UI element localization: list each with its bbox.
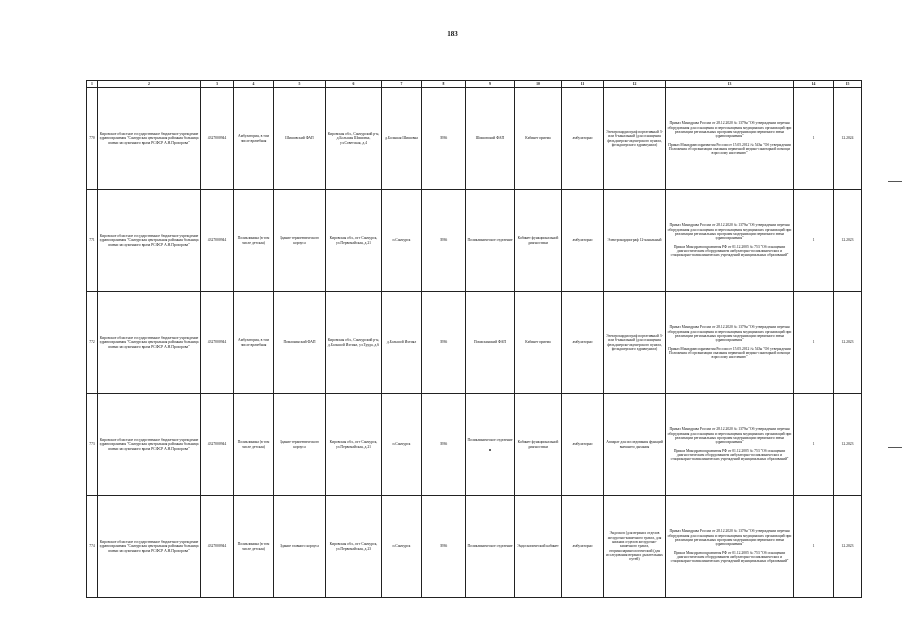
division-type-text: Поликлиника (в том числе детская)	[237, 236, 270, 245]
equipment-name-text: Электрокардиограф 12-канальный	[607, 238, 662, 243]
inn-cell-text: 4327000944	[207, 544, 227, 549]
division-type-text: Амбулатория, в том числе врачебная	[238, 134, 269, 143]
department-cell-text: Поликлиническое отделение	[467, 438, 513, 443]
regulation-paragraph: Приказ Минздрава России от 28.12.2020 № 1379н "Об утверждении перечня оборудования для оснащения и переоснащения медицинских организаций при реализации региональных программ модернизации первичного звена здравоохранения"	[667, 325, 792, 343]
address-cell-text: Кировская обл., пгт Санчурск, ул.Первомайская, д.21	[329, 236, 378, 245]
structural-unit-text: Помаскинский ФАП	[283, 340, 316, 345]
column-header: 5	[274, 81, 326, 88]
table-row	[87, 88, 862, 190]
address-cell	[326, 190, 382, 292]
department-cell	[466, 88, 515, 190]
room-cell-text: Кабинет приема	[525, 340, 551, 345]
code-cell	[422, 88, 466, 190]
structural-unit-text: Здание терапевтического корпуса	[279, 440, 320, 449]
structural-unit	[274, 88, 326, 190]
code-cell-text: 3936	[439, 544, 448, 549]
inn-cell-text: 4327000944	[207, 136, 227, 141]
column-header: 14	[794, 81, 834, 88]
regulation-paragraph: Приказ Минздравсоцразвития РФ от 01.12.2005 № 753 "Об оснащении диагностическим оборудованием амбулаторно-поликлинических и стационарно-поликлинических учреждений муниципальных образований"	[670, 550, 789, 564]
column-header: 1	[87, 81, 98, 88]
date-cell	[834, 292, 862, 394]
regulation-paragraph: Приказ Минздравсоцразвития РФ от 01.12.2005 № 753 "Об оснащении диагностическим оборудованием амбулаторно-поликлинических и стационарно-поликлинических учреждений муниципальных образований"	[670, 448, 789, 462]
care-condition-text: амбулаторно	[572, 238, 593, 243]
address-cell-text: Кировская обл., пгт Санчурск, ул.Первомайская, д.23	[329, 542, 378, 551]
room-cell-text: Кабинет функциональной диагностики	[517, 236, 559, 245]
structural-unit	[274, 394, 326, 496]
quantity-cell	[794, 394, 834, 496]
room-cell	[515, 292, 562, 394]
table-row	[87, 292, 862, 394]
division-type	[234, 292, 274, 394]
column-header: 3	[201, 81, 234, 88]
equipment-name	[604, 88, 666, 190]
department-cell	[466, 496, 515, 598]
column-header: 7	[382, 81, 422, 88]
date-cell	[834, 496, 862, 598]
regulation-paragraph: Приказ Минздрава России от 28.12.2020 № 1379н "Об утверждении перечня оборудования для оснащения и переоснащения медицинских организаций при реализации региональных программ модернизации первичного звена здравоохранения"	[667, 121, 792, 139]
address-cell	[326, 292, 382, 394]
locality-cell-text: п.Санчурск	[392, 544, 411, 549]
equipment-name-text: Электрокардиограф портативный 3- или 6-канальный (для оснащения фельдшерско-акушерского пункта, фельдшерского здравпункта)	[606, 129, 663, 147]
care-condition	[562, 496, 604, 598]
code-cell	[422, 394, 466, 496]
organization-name	[98, 496, 201, 598]
division-type-text: Поликлиника (в том числе детская)	[237, 440, 270, 449]
care-condition-text: амбулаторно	[572, 442, 593, 447]
regulation-cell	[666, 496, 794, 598]
column-header: 10	[515, 81, 562, 88]
structural-unit	[274, 292, 326, 394]
regulation-cell	[666, 88, 794, 190]
organization-name	[98, 190, 201, 292]
care-condition	[562, 88, 604, 190]
structural-unit-text: Шишовский ФАП	[285, 136, 314, 141]
department-cell-text: Поликлиническое отделение	[467, 544, 513, 549]
regulation-paragraph: Приказ Минздрава России от 28.12.2020 № 1379н "Об утверждении перечня оборудования для оснащения и переоснащения медицинских организаций при реализации региональных программ модернизации первичного звена здравоохранения"	[667, 427, 792, 445]
care-condition	[562, 394, 604, 496]
division-type	[234, 496, 274, 598]
division-type	[234, 394, 274, 496]
regulation-cell	[666, 394, 794, 496]
edge-mark	[888, 181, 902, 182]
address-cell-text: Кировская обл., пгт Санчурск, ул.Первомайская, д.21	[329, 440, 378, 449]
date-cell-text: 12.2024	[841, 136, 854, 141]
division-type-text: Амбулатория, в том числе врачебная	[238, 338, 269, 347]
address-cell-text: Кировская обл., Санчурский р-н, д.Большой Ихтиял, ул.Труда, д.6	[327, 338, 380, 347]
quantity-cell-text: 1	[812, 136, 815, 141]
equipment-registry-table	[86, 80, 862, 598]
row-number	[87, 496, 98, 598]
page-number: 183	[447, 30, 458, 38]
structural-unit-text: Здание терапевтического корпуса	[279, 236, 320, 245]
date-cell	[834, 190, 862, 292]
inn-cell	[201, 292, 234, 394]
stray-mark	[489, 449, 491, 451]
table-row	[87, 496, 862, 598]
date-cell-text: 12.2023	[841, 442, 854, 447]
quantity-cell-text: 1	[812, 238, 815, 243]
division-type	[234, 88, 274, 190]
equipment-name	[604, 394, 666, 496]
division-type-text: Поликлиника (в том числе детская)	[237, 542, 270, 551]
organization-name-text: Кировское областное государственное бюджетное учреждение здравоохранения "Санчурская центральная районная больница имени заслуженного врача РСФСР А.Н.Прохорова"	[99, 335, 199, 349]
code-cell-text: 3936	[439, 340, 448, 345]
equipment-name	[604, 496, 666, 598]
date-cell	[834, 88, 862, 190]
organization-name	[98, 394, 201, 496]
department-cell-text: Поликлиническое отделение	[467, 238, 513, 243]
date-cell-text: 12.2023	[841, 544, 854, 549]
room-cell-text: Кабинет приема	[525, 136, 551, 141]
address-cell	[326, 88, 382, 190]
department-cell	[466, 190, 515, 292]
quantity-cell	[794, 496, 834, 598]
column-header: 6	[326, 81, 382, 88]
inn-cell-text: 4327000944	[207, 442, 227, 447]
department-cell	[466, 394, 515, 496]
header-row	[87, 81, 862, 88]
structural-unit	[274, 190, 326, 292]
room-cell	[515, 394, 562, 496]
room-cell	[515, 190, 562, 292]
inn-cell	[201, 496, 234, 598]
room-cell-text: Кабинет функциональной диагностики	[517, 440, 559, 449]
quantity-cell-text: 1	[812, 340, 815, 345]
row-number-text: 772	[89, 340, 95, 345]
locality-cell	[382, 292, 422, 394]
regulation-paragraph: Приказ Минздравсоцразвития России от 15.05.2012 № 543н "Об утверждении Положения об организации оказания первичной медико-санитарной помощи взрослому населению"	[668, 346, 791, 360]
inn-cell	[201, 190, 234, 292]
column-header: 12	[604, 81, 666, 88]
locality-cell	[382, 496, 422, 598]
code-cell	[422, 496, 466, 598]
inn-cell	[201, 88, 234, 190]
locality-cell	[382, 88, 422, 190]
table-row	[87, 190, 862, 292]
code-cell-text: 3936	[439, 238, 448, 243]
row-number-text: 773	[89, 442, 95, 447]
address-cell	[326, 496, 382, 598]
quantity-cell	[794, 88, 834, 190]
organization-name	[98, 292, 201, 394]
care-condition-text: амбулаторно	[572, 340, 593, 345]
locality-cell-text: п.Санчурск	[392, 442, 411, 447]
row-number-text: 771	[89, 238, 95, 243]
organization-name-text: Кировское областное государственное бюджетное учреждение здравоохранения "Санчурская центральная районная больница имени заслуженного врача РСФСР А.Н.Прохорова"	[99, 539, 199, 553]
structural-unit-text: Здание главного корпуса	[280, 544, 319, 549]
equipment-name-text: Аппарат для исследования функций внешнего дыхания	[606, 440, 663, 449]
address-cell	[326, 394, 382, 496]
care-condition-text: амбулаторно	[572, 544, 593, 549]
quantity-cell	[794, 292, 834, 394]
column-header: 8	[422, 81, 466, 88]
regulation-paragraph: Приказ Минздрава России от 28.12.2020 № 1379н "Об утверждении перечня оборудования для оснащения и переоснащения медицинских организаций при реализации региональных программ модернизации первичного звена здравоохранения"	[667, 529, 792, 547]
row-number-text: 774	[89, 544, 95, 549]
row-number	[87, 190, 98, 292]
quantity-cell	[794, 190, 834, 292]
organization-name-text: Кировское областное государственное бюджетное учреждение здравоохранения "Санчурская центральная районная больница имени заслуженного врача РСФСР А.Н.Прохорова"	[99, 131, 199, 145]
inn-cell-text: 4327000944	[207, 238, 227, 243]
row-number	[87, 292, 98, 394]
quantity-cell-text: 1	[812, 544, 815, 549]
equipment-name-text: Эндоскоп (для верхних отделов желудочно-кишечного тракта, для нижних отделов желудочно-кишечного тракта, оториноларингологический (для исследования верхних дыхательных путей)	[606, 531, 663, 562]
regulation-paragraph: Приказ Минздравсоцразвития РФ от 01.12.2005 № 753 "Об оснащении диагностическим оборудованием амбулаторно-поликлинических и стационарно-поликлинических учреждений муниципальных образований"	[670, 244, 789, 258]
room-cell	[515, 496, 562, 598]
row-number-text: 770	[89, 136, 95, 141]
column-header: 4	[234, 81, 274, 88]
table-body	[87, 88, 862, 598]
inn-cell-text: 4327000944	[207, 340, 227, 345]
edge-mark	[888, 447, 902, 448]
regulation-cell	[666, 292, 794, 394]
regulation-paragraph: Приказ Минздрава России от 28.12.2020 № 1379н "Об утверждении перечня оборудования для оснащения и переоснащения медицинских организаций при реализации региональных программ модернизации первичного звена здравоохранения"	[667, 223, 792, 241]
date-cell-text: 12.2023	[841, 340, 854, 345]
care-condition-text: амбулаторно	[572, 136, 593, 141]
locality-cell-text: д.Большой Ихтиял	[386, 340, 417, 345]
room-cell	[515, 88, 562, 190]
care-condition	[562, 190, 604, 292]
care-condition	[562, 292, 604, 394]
column-header: 2	[98, 81, 201, 88]
room-cell-text: Эндоскопический кабинет	[517, 544, 559, 549]
code-cell-text: 3936	[439, 136, 448, 141]
structural-unit	[274, 496, 326, 598]
row-number	[87, 394, 98, 496]
code-cell	[422, 292, 466, 394]
regulation-paragraph: Приказ Минздравсоцразвития России от 15.05.2012 № 543н "Об утверждении Положения об организации оказания первичной медико-санитарной помощи взрослому населению"	[668, 142, 791, 156]
quantity-cell-text: 1	[812, 442, 815, 447]
department-cell-text: Помаскинский ФАП	[473, 340, 507, 345]
date-cell-text: 12.2023	[841, 238, 854, 243]
column-header: 15	[834, 81, 862, 88]
equipment-name-text: Электрокардиограф портативный 3- или 6-канальный (для оснащения фельдшерско-акушерского пункта, фельдшерского здравпункта)	[606, 333, 663, 351]
column-header: 9	[466, 81, 515, 88]
address-cell-text: Кировская обл., Санчурский р-н, д.Большая Шишовка, ул.Советская, д.4	[327, 131, 380, 145]
division-type	[234, 190, 274, 292]
code-cell	[422, 190, 466, 292]
organization-name-text: Кировское областное государственное бюджетное учреждение здравоохранения "Санчурская центральная районная больница имени заслуженного врача РСФСР А.Н.Прохорова"	[99, 233, 199, 247]
locality-cell-text: п.Санчурск	[392, 238, 411, 243]
department-cell-text: Шишовский ФАП	[475, 136, 505, 141]
regulation-cell	[666, 190, 794, 292]
table-row	[87, 394, 862, 496]
organization-name	[98, 88, 201, 190]
locality-cell-text: д.Большая Шишовка	[385, 136, 418, 141]
column-header: 13	[666, 81, 794, 88]
column-header: 11	[562, 81, 604, 88]
row-number	[87, 88, 98, 190]
equipment-name	[604, 190, 666, 292]
date-cell	[834, 394, 862, 496]
code-cell-text: 3936	[439, 442, 448, 447]
department-cell	[466, 292, 515, 394]
equipment-name	[604, 292, 666, 394]
inn-cell	[201, 394, 234, 496]
organization-name-text: Кировское областное государственное бюджетное учреждение здравоохранения "Санчурская центральная районная больница имени заслуженного врача РСФСР А.Н.Прохорова"	[99, 437, 199, 451]
locality-cell	[382, 190, 422, 292]
locality-cell	[382, 394, 422, 496]
